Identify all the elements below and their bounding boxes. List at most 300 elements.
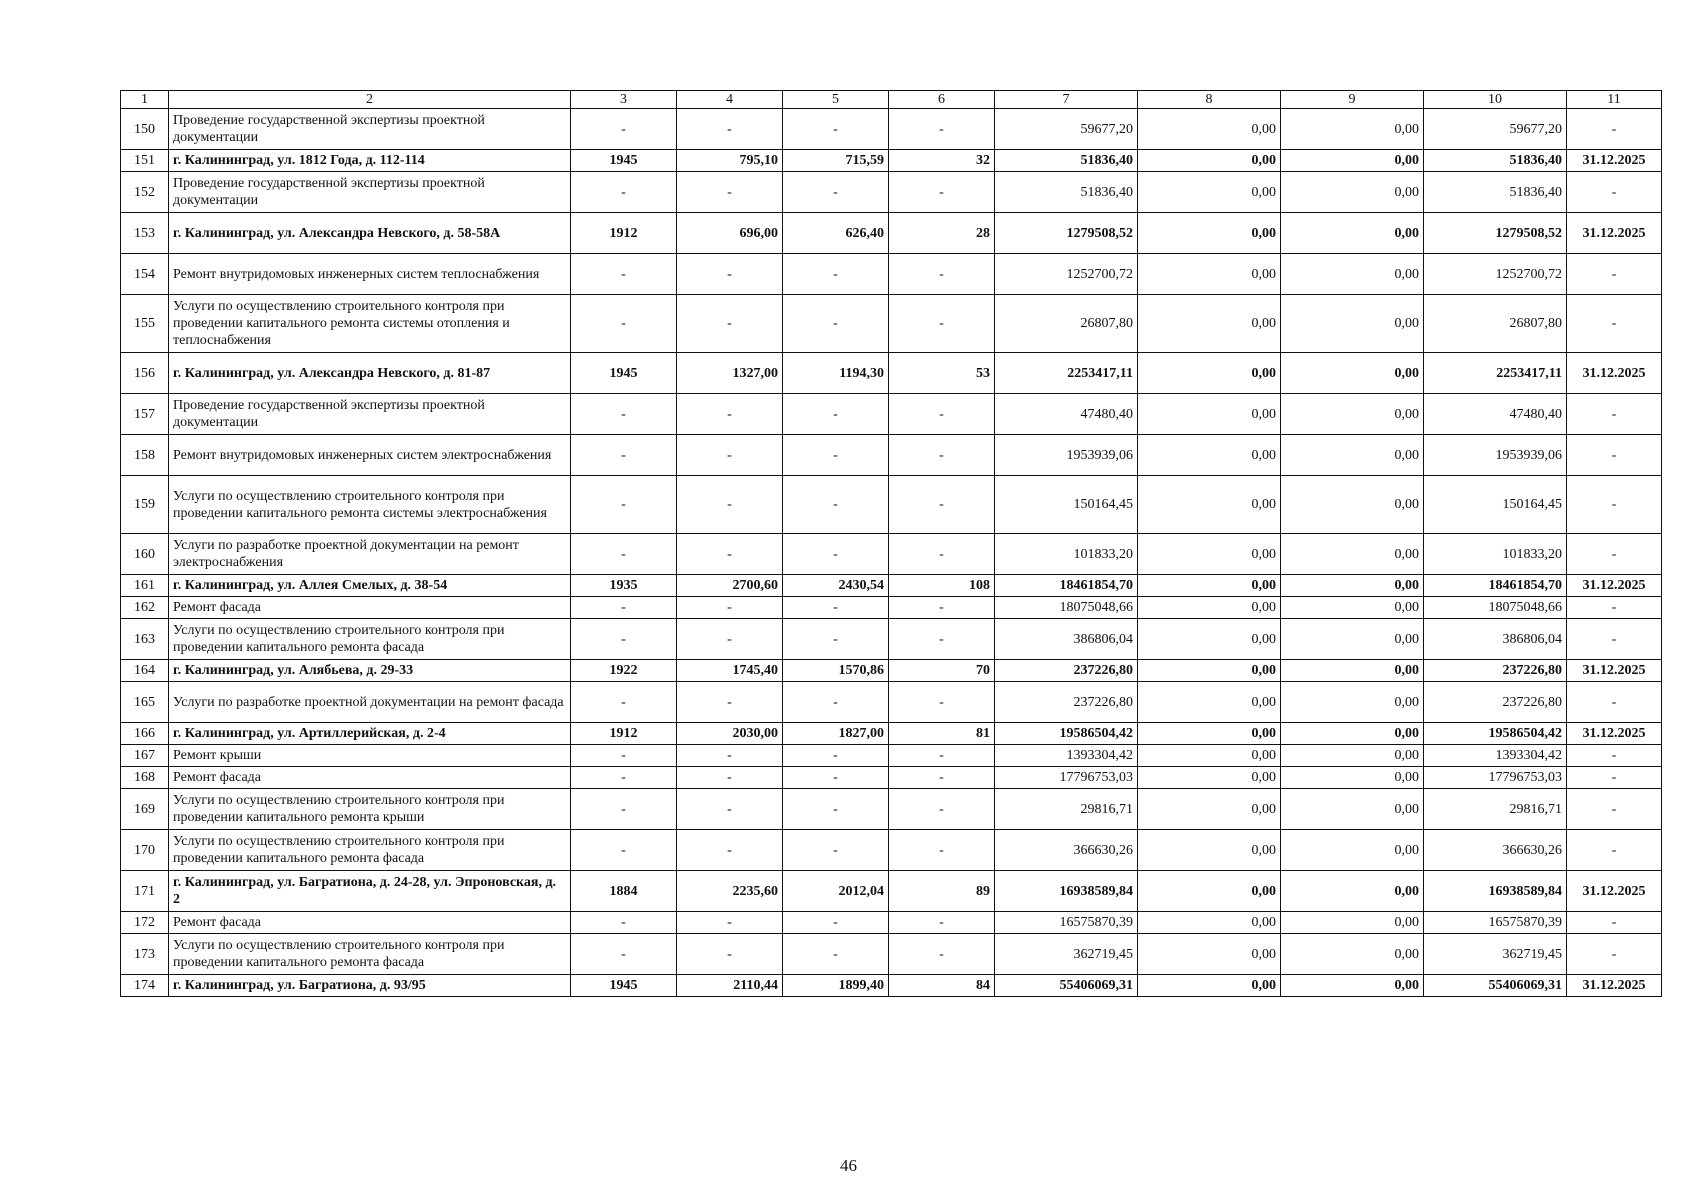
- total-area-cell: -: [677, 682, 783, 723]
- build-year-cell: 1922: [571, 660, 677, 682]
- build-year-cell: -: [571, 172, 677, 213]
- residents-cell: 108: [889, 575, 995, 597]
- federal-funds-cell: 0,00: [1138, 723, 1281, 745]
- work-row: [121, 172, 1662, 213]
- total-cost-cell: 18461854,70: [995, 575, 1138, 597]
- work-row: [121, 745, 1662, 767]
- work-row: [121, 619, 1662, 660]
- living-area-cell: -: [783, 109, 889, 150]
- federal-funds-cell: 0,00: [1138, 353, 1281, 394]
- federal-funds-cell: 0,00: [1138, 534, 1281, 575]
- item-name-cell: Ремонт фасада: [169, 767, 571, 789]
- living-area-cell: -: [783, 682, 889, 723]
- total-cost-cell: 51836,40: [995, 172, 1138, 213]
- regional-funds-cell: 0,00: [1281, 723, 1424, 745]
- federal-funds-cell: 0,00: [1138, 597, 1281, 619]
- column-header-4: 4: [677, 91, 783, 109]
- living-area-cell: -: [783, 934, 889, 975]
- owner-funds-cell: 386806,04: [1424, 619, 1567, 660]
- residents-cell: 53: [889, 353, 995, 394]
- work-row: [121, 435, 1662, 476]
- work-row: [121, 934, 1662, 975]
- work-row: [121, 597, 1662, 619]
- total-cost-cell: 26807,80: [995, 295, 1138, 353]
- build-year-cell: 1945: [571, 353, 677, 394]
- row-number-cell: 164: [121, 660, 169, 682]
- federal-funds-cell: 0,00: [1138, 912, 1281, 934]
- owner-funds-cell: 55406069,31: [1424, 975, 1567, 997]
- total-cost-cell: 1953939,06: [995, 435, 1138, 476]
- regional-funds-cell: 0,00: [1281, 745, 1424, 767]
- page-number: 46: [840, 1156, 857, 1175]
- address-row: [121, 575, 1662, 597]
- residents-cell: -: [889, 435, 995, 476]
- completion-date-cell: 31.12.2025: [1567, 871, 1662, 912]
- build-year-cell: -: [571, 597, 677, 619]
- total-area-cell: -: [677, 476, 783, 534]
- owner-funds-cell: 26807,80: [1424, 295, 1567, 353]
- item-name-cell: г. Калининград, ул. Александра Невского, д. 81-87: [169, 353, 571, 394]
- table-body: [121, 109, 1662, 997]
- row-number-cell: 157: [121, 394, 169, 435]
- total-cost-cell: 47480,40: [995, 394, 1138, 435]
- residents-cell: 81: [889, 723, 995, 745]
- residents-cell: -: [889, 295, 995, 353]
- total-area-cell: -: [677, 534, 783, 575]
- completion-date-cell: 31.12.2025: [1567, 353, 1662, 394]
- total-area-cell: -: [677, 172, 783, 213]
- build-year-cell: -: [571, 394, 677, 435]
- federal-funds-cell: 0,00: [1138, 619, 1281, 660]
- column-header-9: 9: [1281, 91, 1424, 109]
- completion-date-cell: -: [1567, 745, 1662, 767]
- build-year-cell: -: [571, 619, 677, 660]
- regional-funds-cell: 0,00: [1281, 682, 1424, 723]
- total-area-cell: 2235,60: [677, 871, 783, 912]
- federal-funds-cell: 0,00: [1138, 109, 1281, 150]
- total-area-cell: 2700,60: [677, 575, 783, 597]
- row-number-cell: 174: [121, 975, 169, 997]
- federal-funds-cell: 0,00: [1138, 975, 1281, 997]
- total-cost-cell: 2253417,11: [995, 353, 1138, 394]
- completion-date-cell: 31.12.2025: [1567, 723, 1662, 745]
- living-area-cell: -: [783, 597, 889, 619]
- build-year-cell: 1945: [571, 975, 677, 997]
- build-year-cell: -: [571, 435, 677, 476]
- build-year-cell: 1884: [571, 871, 677, 912]
- living-area-cell: 1570,86: [783, 660, 889, 682]
- living-area-cell: -: [783, 394, 889, 435]
- row-number-cell: 158: [121, 435, 169, 476]
- total-area-cell: 1745,40: [677, 660, 783, 682]
- residents-cell: -: [889, 534, 995, 575]
- completion-date-cell: 31.12.2025: [1567, 575, 1662, 597]
- federal-funds-cell: 0,00: [1138, 476, 1281, 534]
- row-number-cell: 167: [121, 745, 169, 767]
- completion-date-cell: 31.12.2025: [1567, 213, 1662, 254]
- item-name-cell: Ремонт внутридомовых инженерных систем электроснабжения: [169, 435, 571, 476]
- federal-funds-cell: 0,00: [1138, 575, 1281, 597]
- row-number-cell: 166: [121, 723, 169, 745]
- owner-funds-cell: 16938589,84: [1424, 871, 1567, 912]
- item-name-cell: Ремонт внутридомовых инженерных систем теплоснабжения: [169, 254, 571, 295]
- total-area-cell: -: [677, 767, 783, 789]
- completion-date-cell: -: [1567, 172, 1662, 213]
- total-area-cell: 2030,00: [677, 723, 783, 745]
- build-year-cell: 1912: [571, 723, 677, 745]
- living-area-cell: 1827,00: [783, 723, 889, 745]
- living-area-cell: -: [783, 295, 889, 353]
- residents-cell: -: [889, 682, 995, 723]
- completion-date-cell: 31.12.2025: [1567, 660, 1662, 682]
- item-name-cell: Услуги по осуществлению строительного контроля при проведении капитального ремонта системы электроснабжения: [169, 476, 571, 534]
- total-area-cell: -: [677, 789, 783, 830]
- total-cost-cell: 16575870,39: [995, 912, 1138, 934]
- regional-funds-cell: 0,00: [1281, 476, 1424, 534]
- column-header-3: 3: [571, 91, 677, 109]
- work-row: [121, 534, 1662, 575]
- owner-funds-cell: 362719,45: [1424, 934, 1567, 975]
- row-number-cell: 159: [121, 476, 169, 534]
- living-area-cell: -: [783, 619, 889, 660]
- completion-date-cell: 31.12.2025: [1567, 975, 1662, 997]
- completion-date-cell: -: [1567, 912, 1662, 934]
- column-header-1: 1: [121, 91, 169, 109]
- item-name-cell: г. Калининград, ул. 1812 Года, д. 112-114: [169, 150, 571, 172]
- total-cost-cell: 1393304,42: [995, 745, 1138, 767]
- address-row: [121, 975, 1662, 997]
- row-number-cell: 172: [121, 912, 169, 934]
- residents-cell: 70: [889, 660, 995, 682]
- total-cost-cell: 366630,26: [995, 830, 1138, 871]
- regional-funds-cell: 0,00: [1281, 534, 1424, 575]
- federal-funds-cell: 0,00: [1138, 745, 1281, 767]
- federal-funds-cell: 0,00: [1138, 660, 1281, 682]
- item-name-cell: г. Калининград, ул. Алябьева, д. 29-33: [169, 660, 571, 682]
- residents-cell: -: [889, 619, 995, 660]
- owner-funds-cell: 366630,26: [1424, 830, 1567, 871]
- regional-funds-cell: 0,00: [1281, 150, 1424, 172]
- owner-funds-cell: 1393304,42: [1424, 745, 1567, 767]
- item-name-cell: Проведение государственной экспертизы проектной документации: [169, 109, 571, 150]
- address-row: [121, 723, 1662, 745]
- living-area-cell: 2012,04: [783, 871, 889, 912]
- regional-funds-cell: 0,00: [1281, 660, 1424, 682]
- living-area-cell: -: [783, 912, 889, 934]
- owner-funds-cell: 101833,20: [1424, 534, 1567, 575]
- repair-program-table: [120, 90, 1662, 997]
- item-name-cell: г. Калининград, ул. Аллея Смелых, д. 38-54: [169, 575, 571, 597]
- total-cost-cell: 1279508,52: [995, 213, 1138, 254]
- regional-funds-cell: 0,00: [1281, 254, 1424, 295]
- row-number-cell: 152: [121, 172, 169, 213]
- regional-funds-cell: 0,00: [1281, 934, 1424, 975]
- residents-cell: -: [889, 745, 995, 767]
- federal-funds-cell: 0,00: [1138, 435, 1281, 476]
- total-area-cell: -: [677, 109, 783, 150]
- federal-funds-cell: 0,00: [1138, 830, 1281, 871]
- regional-funds-cell: 0,00: [1281, 109, 1424, 150]
- column-header-8: 8: [1138, 91, 1281, 109]
- total-area-cell: -: [677, 295, 783, 353]
- item-name-cell: Услуги по разработке проектной документации на ремонт фасада: [169, 682, 571, 723]
- total-area-cell: -: [677, 912, 783, 934]
- completion-date-cell: -: [1567, 934, 1662, 975]
- build-year-cell: -: [571, 934, 677, 975]
- completion-date-cell: -: [1567, 394, 1662, 435]
- living-area-cell: -: [783, 745, 889, 767]
- federal-funds-cell: 0,00: [1138, 172, 1281, 213]
- residents-cell: -: [889, 597, 995, 619]
- federal-funds-cell: 0,00: [1138, 682, 1281, 723]
- column-header-5: 5: [783, 91, 889, 109]
- completion-date-cell: -: [1567, 682, 1662, 723]
- total-area-cell: -: [677, 745, 783, 767]
- living-area-cell: 626,40: [783, 213, 889, 254]
- item-name-cell: Услуги по осуществлению строительного контроля при проведении капитального ремонта фасада: [169, 830, 571, 871]
- regional-funds-cell: 0,00: [1281, 435, 1424, 476]
- regional-funds-cell: 0,00: [1281, 575, 1424, 597]
- row-number-cell: 160: [121, 534, 169, 575]
- living-area-cell: 1899,40: [783, 975, 889, 997]
- federal-funds-cell: 0,00: [1138, 254, 1281, 295]
- completion-date-cell: -: [1567, 830, 1662, 871]
- column-header-6: 6: [889, 91, 995, 109]
- living-area-cell: -: [783, 254, 889, 295]
- build-year-cell: -: [571, 295, 677, 353]
- total-area-cell: -: [677, 619, 783, 660]
- residents-cell: -: [889, 254, 995, 295]
- work-row: [121, 295, 1662, 353]
- address-row: [121, 353, 1662, 394]
- item-name-cell: Услуги по осуществлению строительного контроля при проведении капитального ремонта фасада: [169, 934, 571, 975]
- build-year-cell: -: [571, 789, 677, 830]
- living-area-cell: -: [783, 435, 889, 476]
- regional-funds-cell: 0,00: [1281, 830, 1424, 871]
- build-year-cell: -: [571, 109, 677, 150]
- regional-funds-cell: 0,00: [1281, 789, 1424, 830]
- item-name-cell: Услуги по осуществлению строительного контроля при проведении капитального ремонта системы отопления и теплоснабжения: [169, 295, 571, 353]
- federal-funds-cell: 0,00: [1138, 767, 1281, 789]
- column-header-11: 11: [1567, 91, 1662, 109]
- total-area-cell: -: [677, 934, 783, 975]
- total-cost-cell: 16938589,84: [995, 871, 1138, 912]
- living-area-cell: -: [783, 534, 889, 575]
- owner-funds-cell: 17796753,03: [1424, 767, 1567, 789]
- owner-funds-cell: 51836,40: [1424, 172, 1567, 213]
- total-cost-cell: 55406069,31: [995, 975, 1138, 997]
- total-area-cell: -: [677, 394, 783, 435]
- completion-date-cell: -: [1567, 534, 1662, 575]
- row-number-cell: 171: [121, 871, 169, 912]
- living-area-cell: 1194,30: [783, 353, 889, 394]
- living-area-cell: 715,59: [783, 150, 889, 172]
- regional-funds-cell: 0,00: [1281, 975, 1424, 997]
- total-cost-cell: 386806,04: [995, 619, 1138, 660]
- residents-cell: -: [889, 109, 995, 150]
- total-cost-cell: 150164,45: [995, 476, 1138, 534]
- living-area-cell: -: [783, 172, 889, 213]
- row-number-cell: 170: [121, 830, 169, 871]
- owner-funds-cell: 19586504,42: [1424, 723, 1567, 745]
- item-name-cell: Услуги по осуществлению строительного контроля при проведении капитального ремонта крыши: [169, 789, 571, 830]
- total-area-cell: -: [677, 435, 783, 476]
- row-number-cell: 161: [121, 575, 169, 597]
- regional-funds-cell: 0,00: [1281, 619, 1424, 660]
- owner-funds-cell: 1279508,52: [1424, 213, 1567, 254]
- regional-funds-cell: 0,00: [1281, 213, 1424, 254]
- owner-funds-cell: 237226,80: [1424, 682, 1567, 723]
- federal-funds-cell: 0,00: [1138, 934, 1281, 975]
- completion-date-cell: -: [1567, 109, 1662, 150]
- owner-funds-cell: 1953939,06: [1424, 435, 1567, 476]
- total-cost-cell: 101833,20: [995, 534, 1138, 575]
- table-header: [121, 91, 1662, 109]
- living-area-cell: -: [783, 830, 889, 871]
- living-area-cell: -: [783, 767, 889, 789]
- owner-funds-cell: 237226,80: [1424, 660, 1567, 682]
- completion-date-cell: -: [1567, 767, 1662, 789]
- completion-date-cell: -: [1567, 435, 1662, 476]
- completion-date-cell: -: [1567, 254, 1662, 295]
- total-cost-cell: 237226,80: [995, 660, 1138, 682]
- build-year-cell: -: [571, 912, 677, 934]
- work-row: [121, 912, 1662, 934]
- work-row: [121, 254, 1662, 295]
- residents-cell: -: [889, 912, 995, 934]
- living-area-cell: -: [783, 476, 889, 534]
- total-cost-cell: 29816,71: [995, 789, 1138, 830]
- regional-funds-cell: 0,00: [1281, 394, 1424, 435]
- item-name-cell: Услуги по осуществлению строительного контроля при проведении капитального ремонта фасада: [169, 619, 571, 660]
- row-number-cell: 154: [121, 254, 169, 295]
- row-number-cell: 173: [121, 934, 169, 975]
- row-number-cell: 168: [121, 767, 169, 789]
- regional-funds-cell: 0,00: [1281, 353, 1424, 394]
- column-header-7: 7: [995, 91, 1138, 109]
- total-cost-cell: 17796753,03: [995, 767, 1138, 789]
- regional-funds-cell: 0,00: [1281, 597, 1424, 619]
- row-number-cell: 162: [121, 597, 169, 619]
- owner-funds-cell: 1252700,72: [1424, 254, 1567, 295]
- completion-date-cell: -: [1567, 597, 1662, 619]
- total-area-cell: -: [677, 254, 783, 295]
- federal-funds-cell: 0,00: [1138, 295, 1281, 353]
- residents-cell: 28: [889, 213, 995, 254]
- completion-date-cell: 31.12.2025: [1567, 150, 1662, 172]
- owner-funds-cell: 150164,45: [1424, 476, 1567, 534]
- build-year-cell: -: [571, 254, 677, 295]
- residents-cell: 32: [889, 150, 995, 172]
- item-name-cell: Услуги по разработке проектной документации на ремонт электроснабжения: [169, 534, 571, 575]
- build-year-cell: -: [571, 830, 677, 871]
- total-cost-cell: 362719,45: [995, 934, 1138, 975]
- completion-date-cell: -: [1567, 619, 1662, 660]
- living-area-cell: -: [783, 789, 889, 830]
- regional-funds-cell: 0,00: [1281, 871, 1424, 912]
- work-row: [121, 109, 1662, 150]
- owner-funds-cell: 59677,20: [1424, 109, 1567, 150]
- build-year-cell: -: [571, 534, 677, 575]
- residents-cell: -: [889, 767, 995, 789]
- item-name-cell: г. Калининград, ул. Александра Невского, д. 58-58А: [169, 213, 571, 254]
- work-row: [121, 394, 1662, 435]
- address-row: [121, 871, 1662, 912]
- total-area-cell: 696,00: [677, 213, 783, 254]
- total-area-cell: -: [677, 597, 783, 619]
- build-year-cell: -: [571, 745, 677, 767]
- work-row: [121, 682, 1662, 723]
- item-name-cell: Проведение государственной экспертизы проектной документации: [169, 394, 571, 435]
- row-number-cell: 163: [121, 619, 169, 660]
- item-name-cell: Ремонт фасада: [169, 912, 571, 934]
- item-name-cell: г. Калининград, ул. Артиллерийская, д. 2-4: [169, 723, 571, 745]
- address-row: [121, 150, 1662, 172]
- completion-date-cell: -: [1567, 789, 1662, 830]
- owner-funds-cell: 16575870,39: [1424, 912, 1567, 934]
- residents-cell: -: [889, 934, 995, 975]
- row-number-cell: 155: [121, 295, 169, 353]
- work-row: [121, 830, 1662, 871]
- living-area-cell: 2430,54: [783, 575, 889, 597]
- residents-cell: 84: [889, 975, 995, 997]
- item-name-cell: Ремонт крыши: [169, 745, 571, 767]
- federal-funds-cell: 0,00: [1138, 213, 1281, 254]
- residents-cell: 89: [889, 871, 995, 912]
- residents-cell: -: [889, 476, 995, 534]
- owner-funds-cell: 29816,71: [1424, 789, 1567, 830]
- regional-funds-cell: 0,00: [1281, 295, 1424, 353]
- build-year-cell: -: [571, 767, 677, 789]
- row-number-cell: 156: [121, 353, 169, 394]
- column-header-2: 2: [169, 91, 571, 109]
- build-year-cell: -: [571, 476, 677, 534]
- owner-funds-cell: 51836,40: [1424, 150, 1567, 172]
- address-row: [121, 660, 1662, 682]
- federal-funds-cell: 0,00: [1138, 394, 1281, 435]
- row-number-cell: 165: [121, 682, 169, 723]
- residents-cell: -: [889, 172, 995, 213]
- row-number-cell: 151: [121, 150, 169, 172]
- build-year-cell: 1935: [571, 575, 677, 597]
- work-row: [121, 789, 1662, 830]
- total-cost-cell: 18075048,66: [995, 597, 1138, 619]
- item-name-cell: г. Калининград, ул. Багратиона, д. 24-28, ул. Эпроновская, д. 2: [169, 871, 571, 912]
- total-cost-cell: 59677,20: [995, 109, 1138, 150]
- total-cost-cell: 1252700,72: [995, 254, 1138, 295]
- federal-funds-cell: 0,00: [1138, 150, 1281, 172]
- column-header-10: 10: [1424, 91, 1567, 109]
- residents-cell: -: [889, 394, 995, 435]
- total-cost-cell: 51836,40: [995, 150, 1138, 172]
- row-number-cell: 150: [121, 109, 169, 150]
- federal-funds-cell: 0,00: [1138, 871, 1281, 912]
- residents-cell: -: [889, 789, 995, 830]
- build-year-cell: 1912: [571, 213, 677, 254]
- item-name-cell: г. Калининград, ул. Багратиона, д. 93/95: [169, 975, 571, 997]
- owner-funds-cell: 47480,40: [1424, 394, 1567, 435]
- regional-funds-cell: 0,00: [1281, 172, 1424, 213]
- regional-funds-cell: 0,00: [1281, 767, 1424, 789]
- regional-funds-cell: 0,00: [1281, 912, 1424, 934]
- owner-funds-cell: 18075048,66: [1424, 597, 1567, 619]
- work-row: [121, 767, 1662, 789]
- row-number-cell: 169: [121, 789, 169, 830]
- item-name-cell: Ремонт фасада: [169, 597, 571, 619]
- owner-funds-cell: 18461854,70: [1424, 575, 1567, 597]
- work-row: [121, 476, 1662, 534]
- build-year-cell: 1945: [571, 150, 677, 172]
